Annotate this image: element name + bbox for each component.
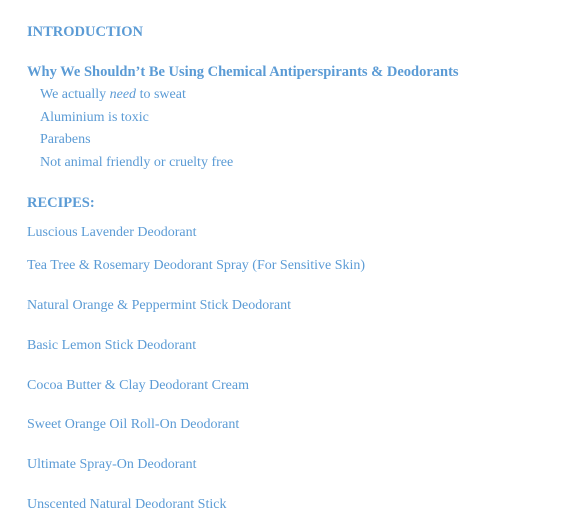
toc-recipe-link[interactable]: Basic Lemon Stick Deodorant: [27, 338, 197, 353]
toc-recipe-link[interactable]: Ultimate Spray-On Deodorant: [27, 457, 197, 472]
toc-recipe-link[interactable]: Tea Tree & Rosemary Deodorant Spray (For Sensitive Skin): [27, 258, 366, 273]
toc-why-item-aluminium[interactable]: Aluminium is toxic: [40, 110, 149, 125]
toc-recipe-link[interactable]: Cocoa Butter & Clay Deodorant Cream: [27, 378, 249, 393]
toc-why-item-text-end: to sweat: [136, 87, 186, 102]
toc-recipe-link[interactable]: Unscented Natural Deodorant Stick: [27, 497, 227, 512]
toc-why-item-cruelty-free[interactable]: Not animal friendly or cruelty free: [40, 155, 234, 170]
toc-why-heading-link[interactable]: Why We Shouldn’t Be Using Chemical Antiperspirants & Deodorants: [27, 64, 459, 80]
toc-why-item-text: We actually: [40, 87, 110, 102]
toc-recipe-link[interactable]: Sweet Orange Oil Roll-On Deodorant: [27, 417, 240, 432]
toc-why-item-need-to-sweat[interactable]: [40, 86, 186, 104]
toc-why-item-emphasis: need: [109, 87, 137, 102]
toc-introduction-link[interactable]: INTRODUCTION: [27, 24, 144, 40]
toc-why-item-parabens[interactable]: Parabens: [40, 132, 91, 147]
toc-recipe-link[interactable]: Luscious Lavender Deodorant: [27, 225, 197, 240]
toc-recipes-heading-link[interactable]: RECIPES:: [27, 195, 95, 211]
toc-recipe-link[interactable]: Natural Orange & Peppermint Stick Deodorant: [27, 298, 291, 313]
